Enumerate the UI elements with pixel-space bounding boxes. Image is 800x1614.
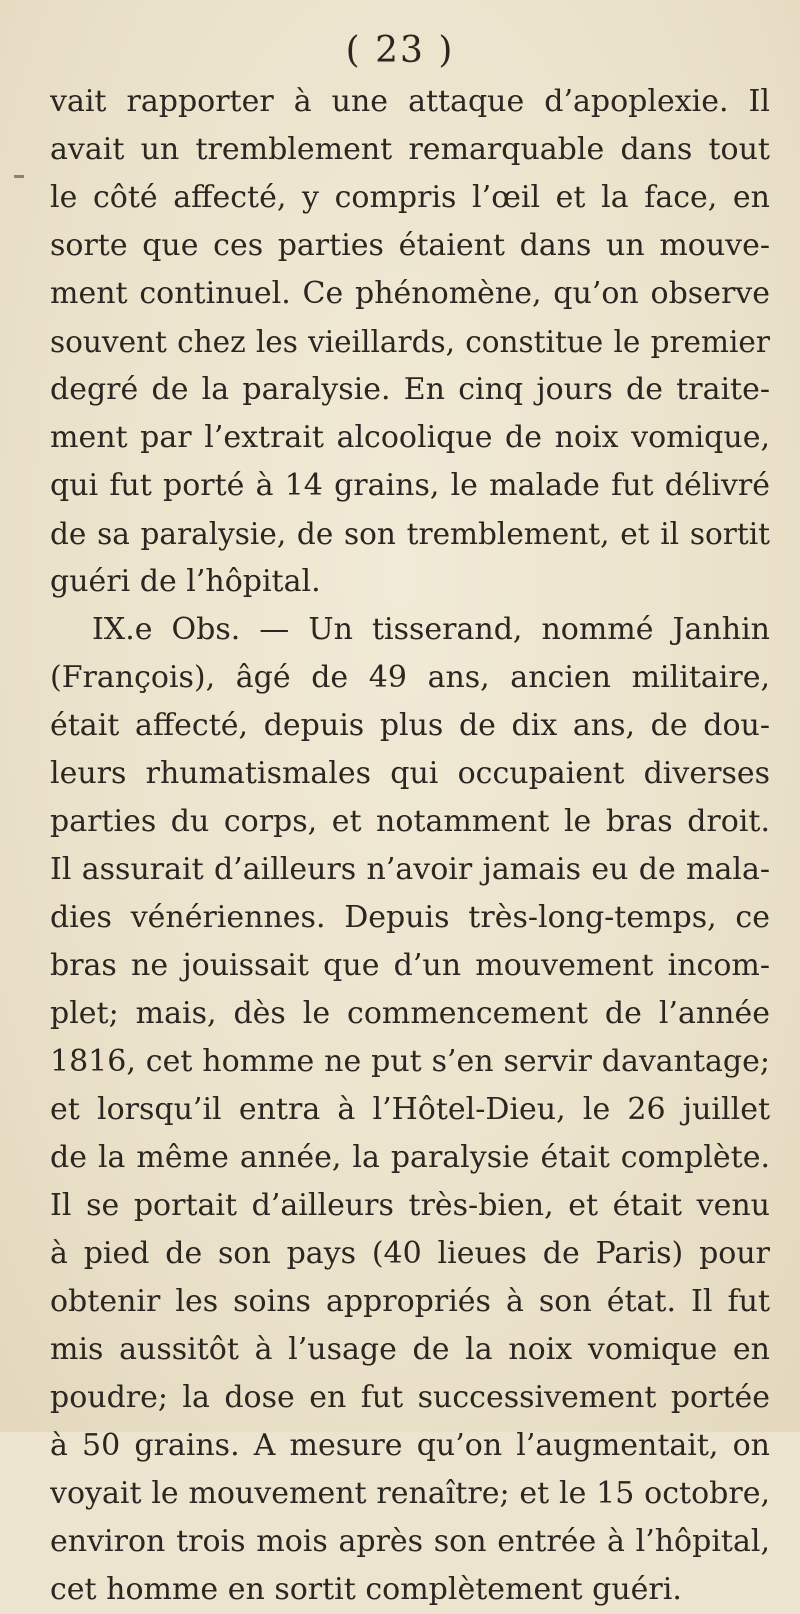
text-line-23: de la même année, la paralysie était complète. xyxy=(50,1140,770,1175)
text-line-17: Il assurait d’ailleurs n’avoir jamais eu de mala- xyxy=(50,852,770,887)
text-line-9: qui fut porté à 14 grains, le malade fut délivré xyxy=(50,468,770,503)
text-line-25: à pied de son pays (40 lieues de Paris) pour xyxy=(50,1236,770,1271)
text-line-21: 1816, cet homme ne put s’en servir davantage; xyxy=(50,1044,770,1079)
text-line-24: Il se portait d’ailleurs très-bien, et était venu xyxy=(50,1188,770,1223)
text-line-16: parties du corps, et notamment le bras droit. xyxy=(50,804,770,839)
text-line-20: plet; mais, dès le commencement de l’année xyxy=(50,996,770,1031)
text-line-28: poudre; la dose en fut successivement portée xyxy=(50,1380,770,1415)
text-line-5: ment continuel. Ce phénomène, qu’on observe xyxy=(50,276,770,311)
text-line-32: cet homme en sortit complètement guéri. xyxy=(50,1572,682,1607)
margin-mark xyxy=(14,175,24,178)
text-line-19: bras ne jouissait que d’un mouvement incom- xyxy=(50,948,770,983)
text-line-12: IX.e Obs. — Un tisserand, nommé Janhin xyxy=(92,612,770,647)
text-line-8: ment par l’extrait alcoolique de noix vomique, xyxy=(50,420,770,455)
text-line-1: vait rapporter à une attaque d’apoplexie. Il xyxy=(50,84,770,119)
text-line-26: obtenir les soins appropriés à son état. Il fut xyxy=(50,1284,770,1319)
text-line-6: souvent chez les vieillards, constitue le premier xyxy=(50,325,770,359)
text-line-22: et lorsqu’il entra à l’Hôtel-Dieu, le 26 juillet xyxy=(50,1092,770,1127)
body-text xyxy=(50,78,770,1614)
text-line-29: à 50 grains. A mesure qu’on l’augmentait, on xyxy=(50,1428,770,1463)
text-line-7: degré de la paralysie. En cinq jours de traite- xyxy=(50,372,770,407)
text-line-13: (François), âgé de 49 ans, ancien militaire, xyxy=(50,660,770,695)
text-line-18: dies vénériennes. Depuis très-long-temps, ce xyxy=(50,900,770,935)
text-line-15: leurs rhumatismales qui occupaient diverses xyxy=(50,756,770,791)
page-number: ( 23 ) xyxy=(345,30,455,71)
text-line-3: le côté affecté, y compris l’œil et la face, en xyxy=(50,180,770,215)
text-line-14: était affecté, depuis plus de dix ans, de dou- xyxy=(50,708,770,743)
text-line-31: environ trois mois après son entrée à l’hôpital, xyxy=(50,1524,770,1559)
text-line-11: guéri de l’hôpital. xyxy=(50,564,321,599)
text-line-27: mis aussitôt à l’usage de la noix vomique en xyxy=(50,1332,770,1367)
text-line-10: de sa paralysie, de son tremblement, et il sortit xyxy=(50,517,770,551)
text-line-4: sorte que ces parties étaient dans un mouve- xyxy=(50,228,770,263)
text-line-2: avait un tremblement remarquable dans tout xyxy=(50,132,770,167)
text-line-30: voyait le mouvement renaître; et le 15 octobre, xyxy=(50,1476,770,1511)
